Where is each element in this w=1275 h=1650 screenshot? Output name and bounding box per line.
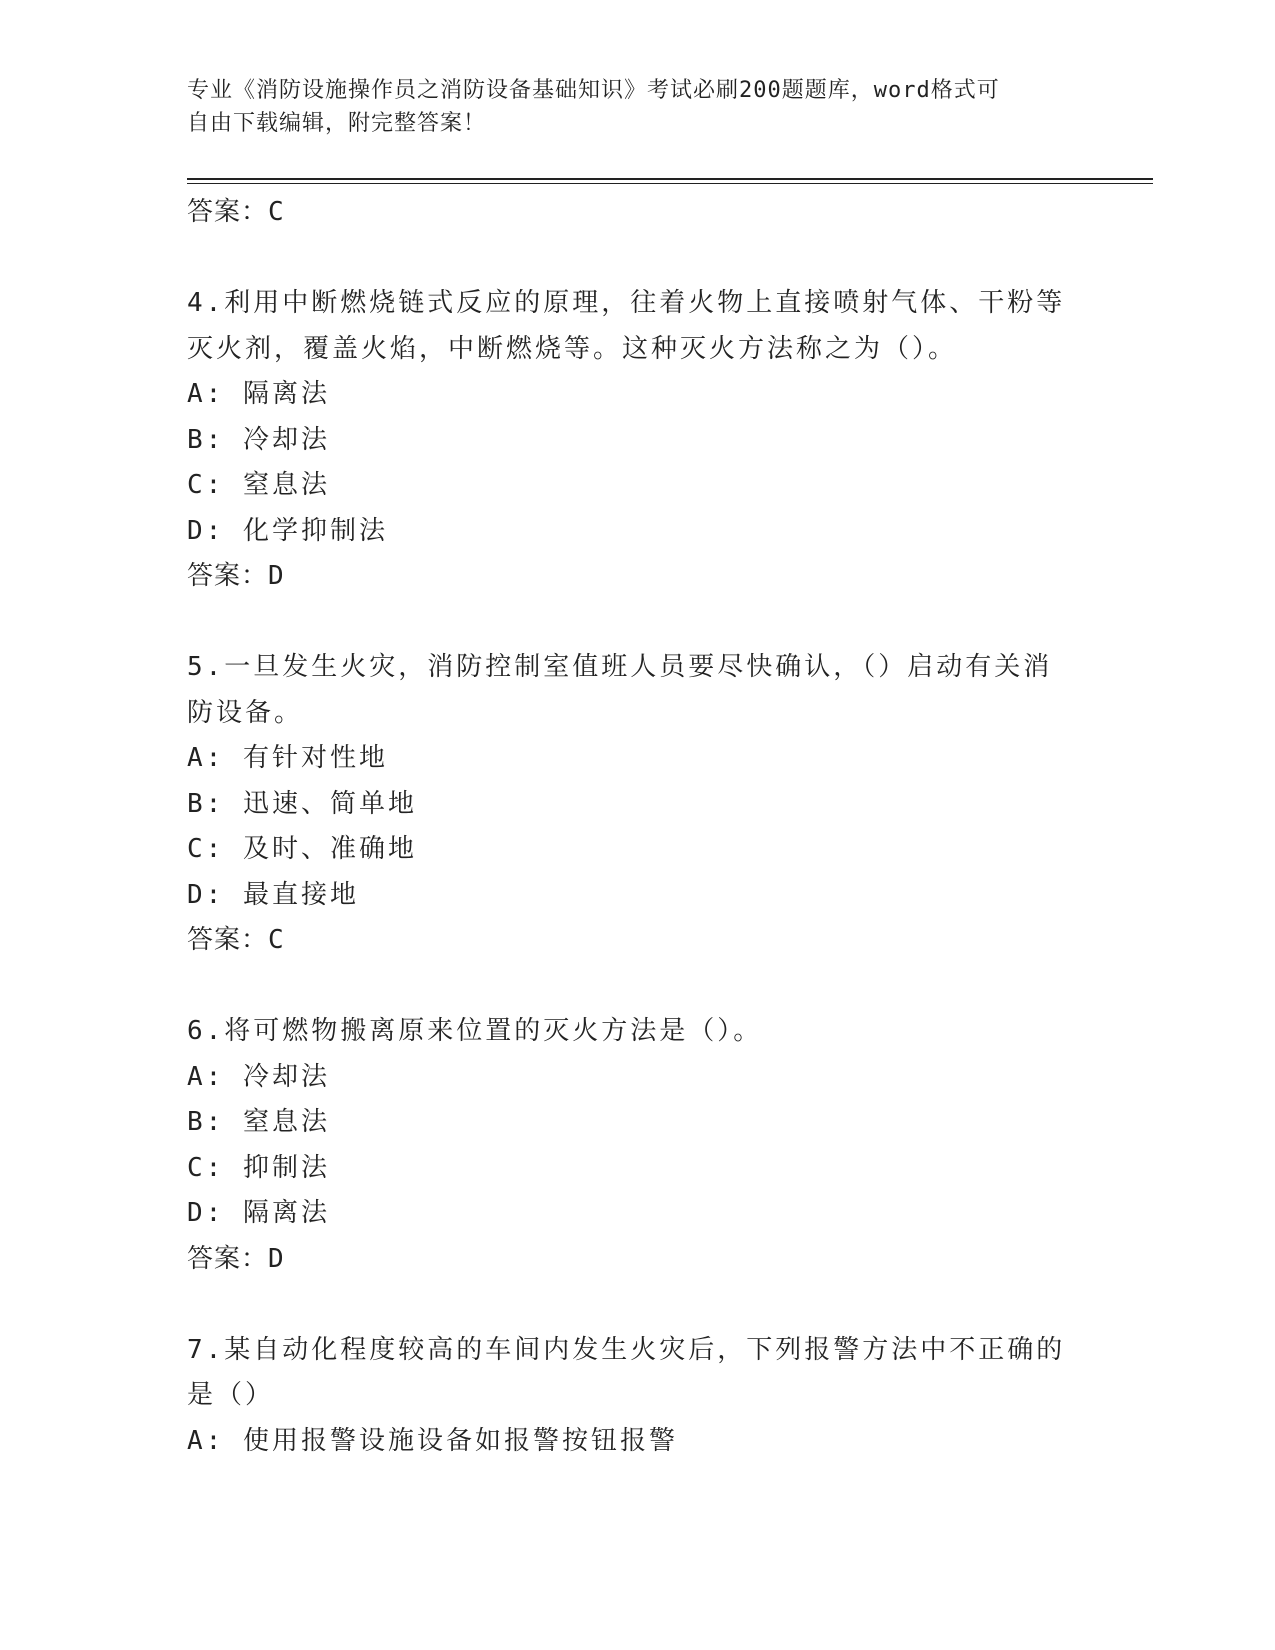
question-stem: 灭火剂，覆盖火焰，中断燃烧等。这种灭火方法称之为（）。 [187, 333, 958, 364]
option-a: A: 隔离法 [187, 379, 330, 409]
option-c: C: 抑制法 [187, 1152, 330, 1183]
spacer [187, 1282, 1067, 1328]
answer-text: 答案：C [187, 197, 285, 227]
option-b: B: 迅速、简单地 [187, 788, 417, 819]
option-a: A: 使用报警设施设备如报警按钮报警 [187, 1425, 678, 1456]
option-d: D: 最直接地 [187, 879, 359, 910]
option-d: D: 隔离法 [187, 1198, 330, 1228]
answer-text: 答案：D [187, 1243, 285, 1274]
question-stem: 是（） [187, 1380, 275, 1410]
document-header [187, 74, 1067, 140]
option-b: B: 冷却法 [187, 424, 330, 455]
spacer [187, 964, 1067, 1010]
header-divider [187, 178, 1153, 180]
question-item [187, 645, 1067, 964]
option-c: C: 窒息法 [187, 470, 330, 500]
question-item [187, 1009, 1067, 1282]
option-b: B: 窒息法 [187, 1107, 330, 1137]
option-c: C: 及时、准确地 [187, 834, 417, 864]
question-stem: 5.一旦发生火灾，消防控制室值班人员要尽快确认，（）启动有关消 [187, 652, 1053, 682]
question-stem: 4.利用中断燃烧链式反应的原理，往着火物上直接喷射气体、干粉等 [187, 288, 1066, 318]
question-item [187, 1328, 1067, 1465]
question-list [187, 190, 1067, 1464]
header-line-1: 专业《消防设施操作员之消防设备基础知识》考试必刷200题题库，word格式可 [187, 78, 1000, 103]
question-item [187, 281, 1067, 600]
header-divider-thin [187, 183, 1153, 184]
question-stem: 防设备。 [187, 697, 304, 728]
option-a: A: 有针对性地 [187, 743, 388, 773]
question-stem: 6.将可燃物搬离原来位置的灭火方法是（）。 [187, 1016, 763, 1046]
question-stem: 7.某自动化程度较高的车间内发生火灾后，下列报警方法中不正确的 [187, 1334, 1066, 1365]
answer-text: 答案：C [187, 925, 285, 955]
option-a: A: 冷却法 [187, 1061, 330, 1092]
option-d: D: 化学抑制法 [187, 515, 388, 546]
answer-text: 答案：D [187, 561, 285, 591]
header-line-2: 自由下载编辑，附完整答案！ [187, 111, 487, 136]
spacer [187, 236, 1067, 282]
spacer [187, 600, 1067, 646]
